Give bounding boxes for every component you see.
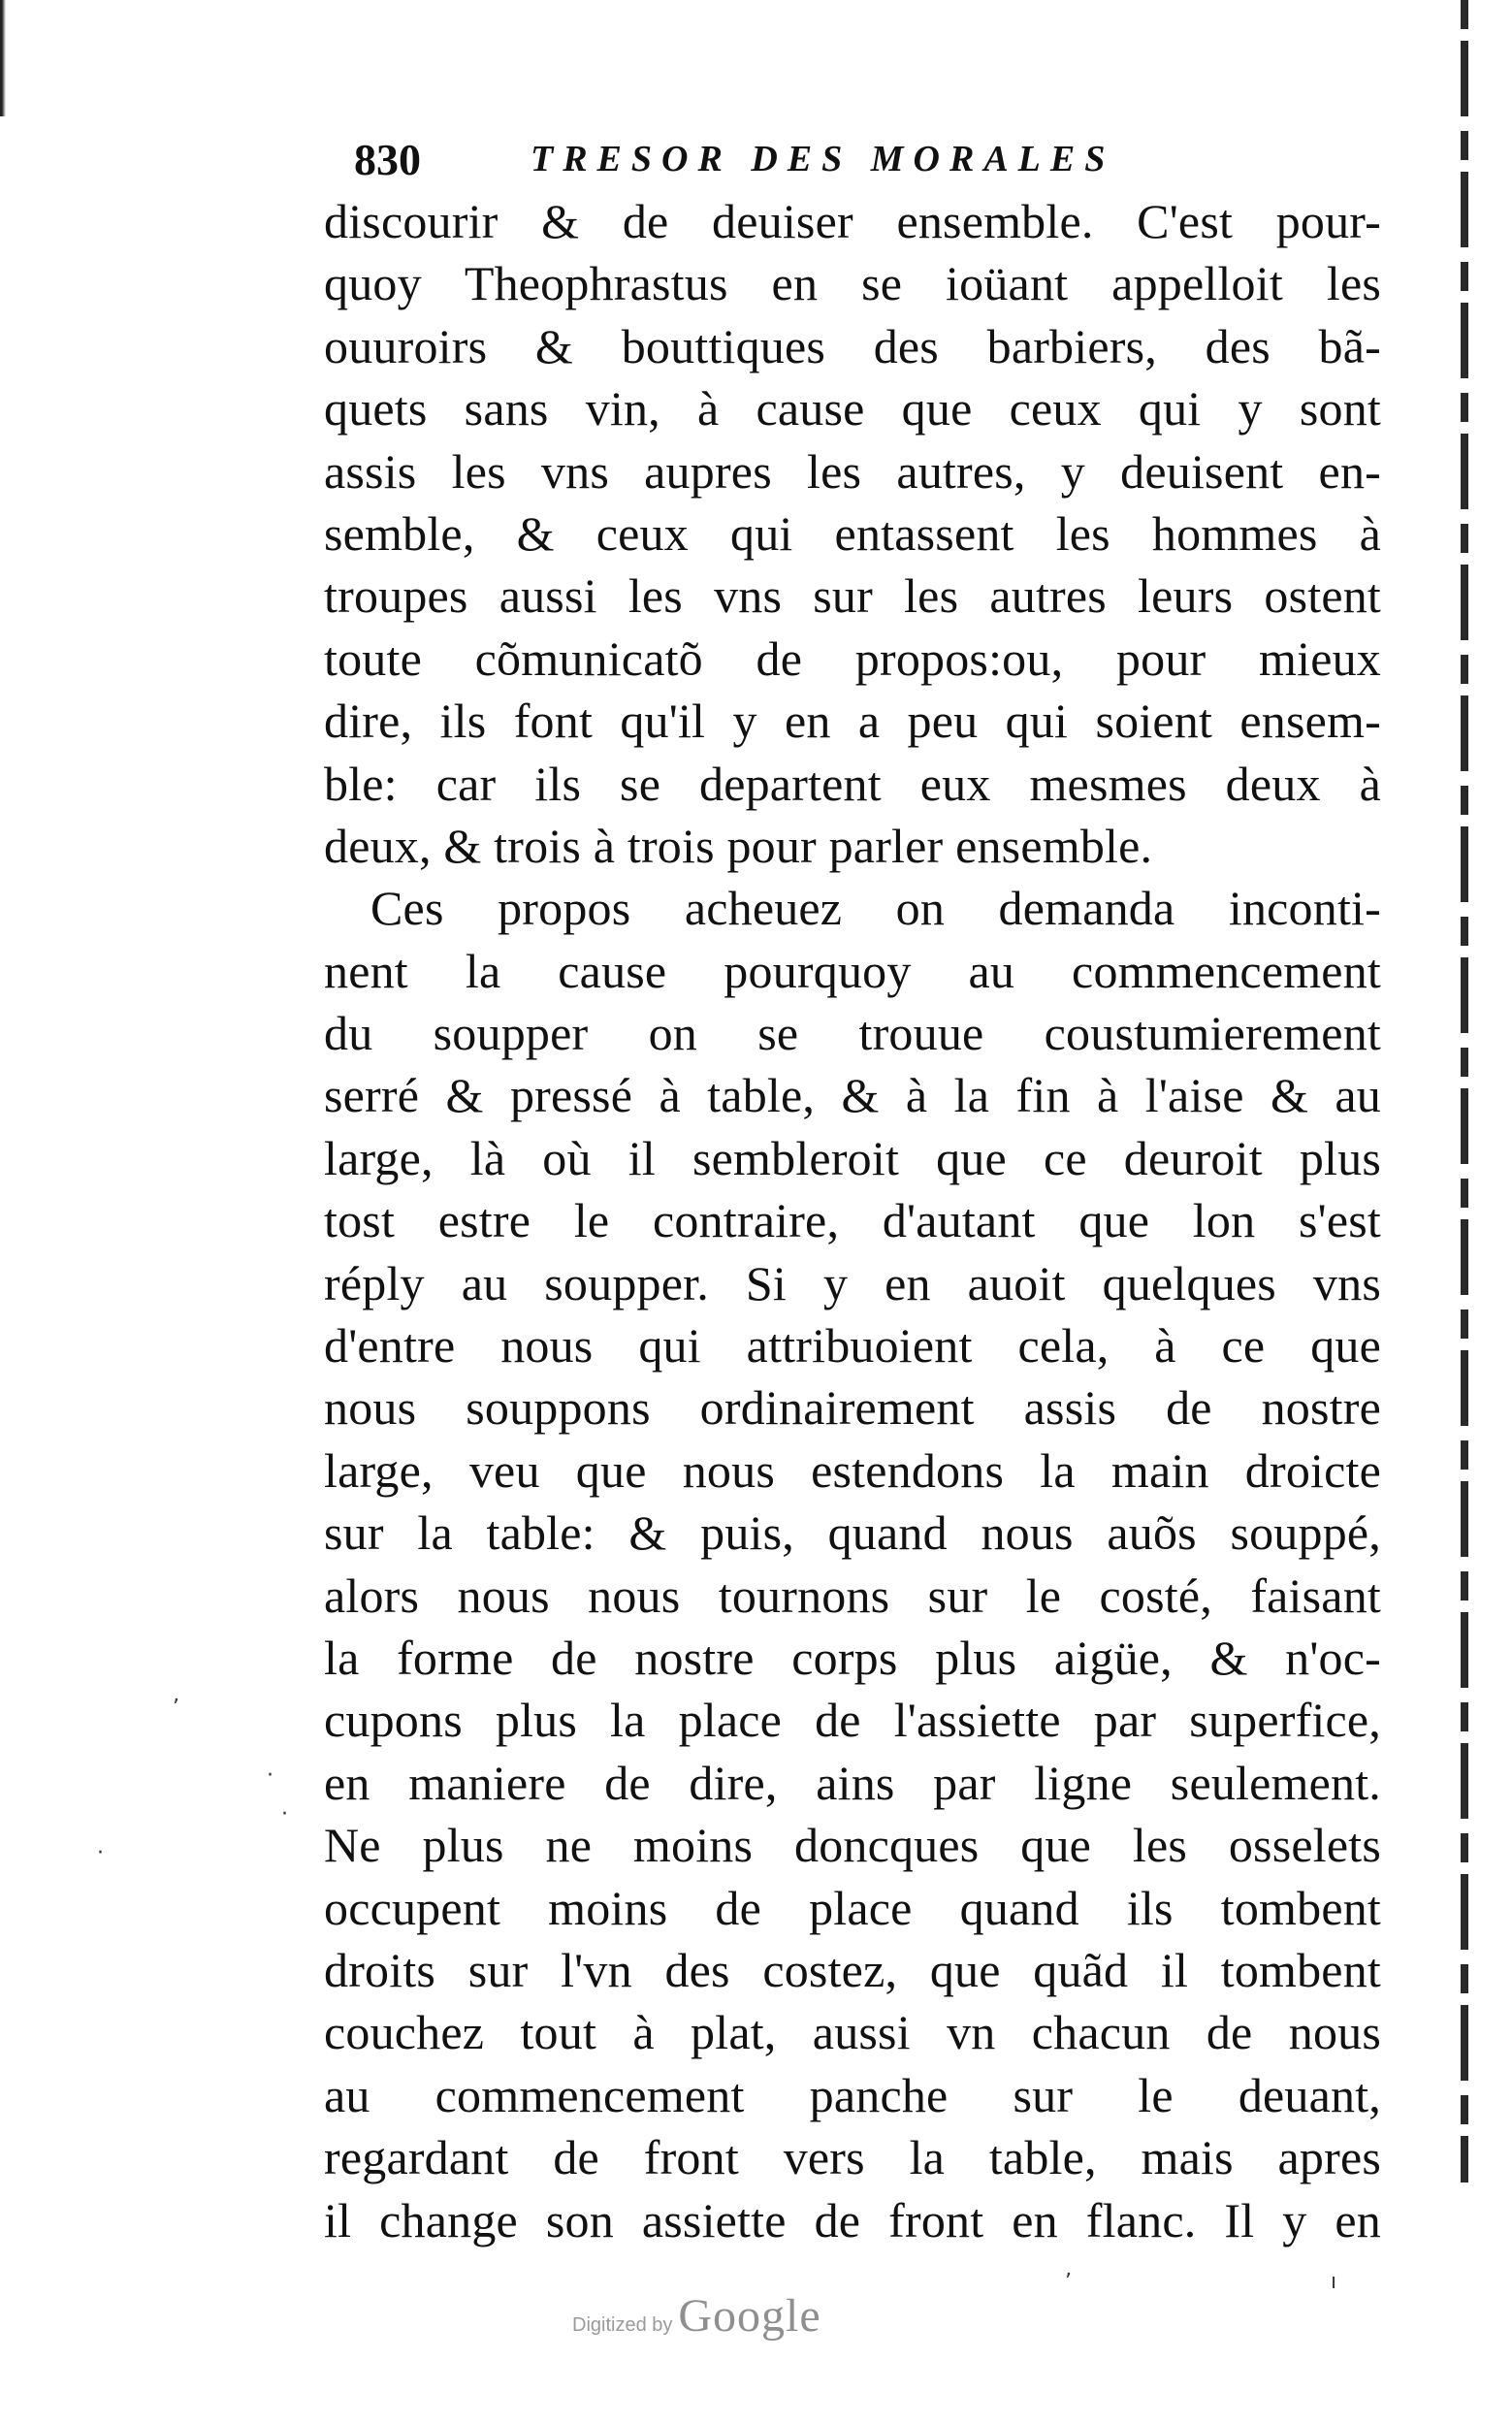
text-line: assis les vns aupres les autres, y deuisent en- <box>324 443 1381 499</box>
text-line: large, là où il sembleroit que ce deuroit plus <box>324 1130 1381 1185</box>
text-line: quoy Theophrastus en se ioüant appelloit les <box>324 256 1381 311</box>
running-title: TRESOR DES MORALES <box>531 139 1115 179</box>
digitized-label: Digitized by <box>572 2314 673 2336</box>
text-line: quets sans vin, à cause que ceux qui y sont <box>324 381 1381 436</box>
ink-speck: ʼ <box>1065 2270 1072 2294</box>
text-line: Ne plus ne moins doncques que les osselets <box>324 1818 1381 1873</box>
body-text <box>324 190 1381 2251</box>
text-line: nous souppons ordinairement assis de nostre <box>324 1380 1381 1436</box>
page-number: 830 <box>354 135 421 184</box>
text-line: réply au soupper. Si y en auoit quelques vns <box>324 1255 1381 1310</box>
page-header <box>354 134 1324 192</box>
ink-speck: · <box>267 1763 273 1788</box>
digitized-watermark <box>572 2289 821 2347</box>
ink-speck: · <box>97 1841 104 1865</box>
text-line: il change son assiette de front en flanc. Il y en <box>324 2192 1381 2247</box>
google-logo: Google <box>678 2290 821 2342</box>
text-line: large, veu que nous estendons la main droicte <box>324 1442 1381 1498</box>
text-line: droits sur l'vn des costez, que quãd il tombent <box>324 1942 1381 1997</box>
paragraph-start-line: Ces propos acheuez on demanda inconti- <box>370 881 1381 936</box>
page-edge-shadow <box>0 0 8 116</box>
text-line: occupent moins de place quand ils tombent <box>324 1880 1381 1935</box>
text-line: du soupper on se trouue coustumierement <box>324 1006 1381 1061</box>
text-line: discourir & de deuiser ensemble. C'est pour- <box>324 194 1381 248</box>
ink-speck: · <box>281 1802 288 1827</box>
ink-speck: ʼ <box>173 1696 179 1720</box>
text-line: deux, & trois à trois pour parler ensemble. <box>324 818 1153 873</box>
text-line: en maniere de dire, ains par ligne seulement. <box>324 1755 1381 1810</box>
text-line: regardant de front vers la table, mais apres <box>324 2130 1381 2185</box>
text-line: semble, & ceux qui entassent les hommes à <box>324 505 1381 561</box>
text-line: au commencement panche sur le deuant, <box>324 2067 1381 2122</box>
text-line: dire, ils font qu'il y en a peu qui soient ensem- <box>324 694 1381 749</box>
text-line: toute cõmunicatõ de propos:ou, pour mieux <box>324 630 1381 686</box>
text-line: sur la table: & puis, quand nous auõs souppé, <box>324 1505 1381 1561</box>
text-line: couchez tout à plat, aussi vn chacun de nous <box>324 2005 1381 2060</box>
text-line: la forme de nostre corps plus aigüe, & n'oc- <box>324 1630 1381 1685</box>
text-line: troupes aussi les vns sur les autres leurs ostent <box>324 568 1381 624</box>
ink-speck: ı <box>1331 2270 1337 2294</box>
text-line: d'entre nous qui attribuoient cela, à ce que <box>324 1318 1381 1374</box>
text-line: nent la cause pourquoy au commencement <box>324 943 1381 998</box>
text-line: alors nous nous tournons sur le costé, faisant <box>324 1568 1381 1623</box>
text-line: serré & pressé à table, & à la fin à l'aise & au <box>324 1068 1381 1123</box>
gutter-edge <box>1461 0 1468 2182</box>
text-line: tost estre le contraire, d'autant que lon s'est <box>324 1193 1381 1248</box>
text-line: ouuroirs & bouttiques des barbiers, des bã- <box>324 318 1381 373</box>
text-line: cupons plus la place de l'assiette par superfice, <box>324 1693 1381 1748</box>
text-line: ble: car ils se departent eux mesmes deux à <box>324 756 1381 811</box>
